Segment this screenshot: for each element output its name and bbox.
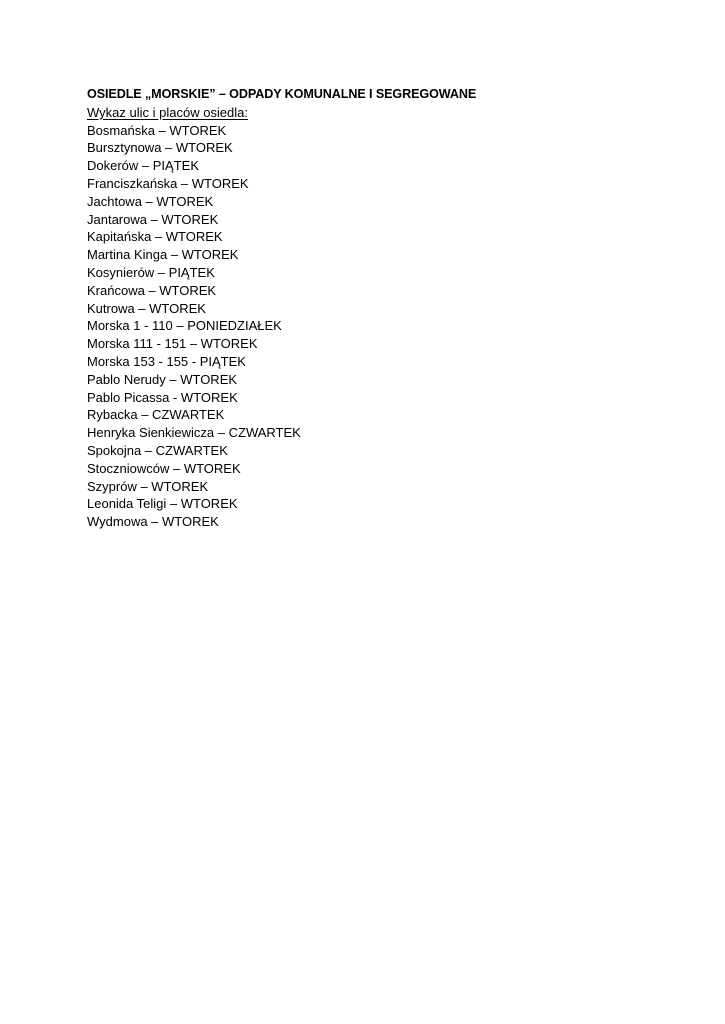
- street-item: Jantarowa – WTOREK: [87, 211, 219, 227]
- street-item: Dokerów – PIĄTEK: [87, 158, 199, 174]
- street-item: Kosynierów – PIĄTEK: [87, 264, 215, 280]
- street-item: Pablo Picassa - WTOREK: [87, 389, 238, 405]
- street-list: [87, 122, 687, 531]
- street-item: Szyprów – WTOREK: [87, 478, 209, 494]
- street-item: Franciszkańska – WTOREK: [87, 175, 249, 191]
- street-item: Jachtowa – WTOREK: [87, 193, 214, 209]
- street-item: Morska 111 - 151 – WTOREK: [87, 336, 258, 352]
- street-item: Morska 153 - 155 - PIĄTEK: [87, 353, 246, 369]
- street-item: Wydmowa – WTOREK: [87, 514, 219, 530]
- document-title: OSIEDLE „MORSKIE” – ODPADY KOMUNALNE I SEGREGOWANE: [87, 87, 477, 101]
- street-item: Krańcowa – WTOREK: [87, 282, 217, 298]
- street-item: Rybacka – CZWARTEK: [87, 407, 225, 423]
- street-item: Morska 1 - 110 – PONIEDZIAŁEK: [87, 318, 282, 334]
- street-item: Bursztynowa – WTOREK: [87, 140, 233, 156]
- street-item: Kapitańska – WTOREK: [87, 229, 223, 245]
- street-item: Bosmańska – WTOREK: [87, 122, 227, 138]
- street-item: Spokojna – CZWARTEK: [87, 442, 228, 458]
- document-content: [87, 86, 687, 531]
- street-item: Leonida Teligi – WTOREK: [87, 496, 238, 512]
- street-item: Pablo Nerudy – WTOREK: [87, 371, 238, 387]
- street-item: Kutrowa – WTOREK: [87, 300, 206, 316]
- street-item: Stoczniowców – WTOREK: [87, 460, 241, 476]
- street-item: Martina Kinga – WTOREK: [87, 247, 239, 263]
- document-subtitle: Wykaz ulic i placów osiedla:: [87, 104, 249, 120]
- street-item: Henryka Sienkiewicza – CZWARTEK: [87, 425, 301, 441]
